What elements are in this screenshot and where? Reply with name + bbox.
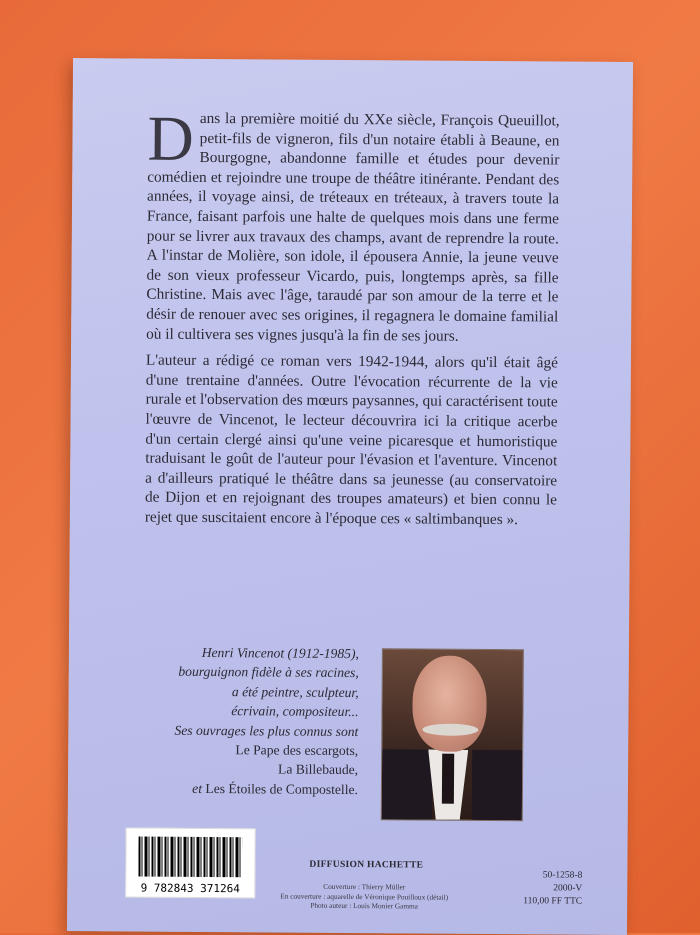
photo-coat-left <box>382 749 432 819</box>
blurb-paragraph-2: L'auteur a rédigé ce roman vers 1942-1944, alors qu'il était âgé d'une trentaine d'années. Outre l'évocation récurrente de la vie rurale et l'observation des mœurs paysannes, qui caractérisent toute l'œuvre de Vincenot, le lecteur découvrira ici la critique acerbe d'un certain clergé ainsi qu'une veine picaresque et humoristique traduisant le goût de l'auteur pour l'évasion et l'aventure. Vincenot a d'ailleurs pratiqué le théâtre dans sa jeunesse (au conservatoire de Dijon et en rejoignant des troupes amateurs) et bien connu le rejet que suscitaient encore à l'époque ces « saltimbanques ». <box>144 351 558 529</box>
barcode-digits: 9 782843 371264 <box>140 881 240 896</box>
photo-tie <box>442 754 454 804</box>
credit-line: Couverture : Thierry Müller <box>323 881 406 892</box>
author-book-title-line <box>140 778 358 799</box>
isbn-barcode <box>125 827 255 898</box>
author-book-title: La Billebaude, <box>278 761 359 778</box>
edition-code: 2000-V <box>553 883 583 894</box>
blurb-paragraph-1 <box>146 102 560 347</box>
product-code: 50-1258-8 <box>542 870 583 881</box>
book-back-cover <box>67 58 633 935</box>
author-bio-line: Ses ouvrages les plus connus sont <box>174 722 359 739</box>
price-block <box>492 869 582 909</box>
author-book-prefix: et <box>192 780 203 796</box>
author-bio-line: a été peintre, sculpteur, <box>231 683 359 700</box>
blurb-text <box>144 102 560 537</box>
author-bio-line: Henri Vincenot (1912-1985), <box>201 644 359 662</box>
author-book-title: Les Étoiles de Compostelle. <box>205 780 359 797</box>
author-photo <box>381 648 524 821</box>
cover-credits <box>279 882 449 912</box>
drop-cap: D <box>147 102 194 174</box>
photo-mustache <box>422 724 478 736</box>
photo-coat-right <box>472 750 522 820</box>
price-label: 110,00 FF TTC <box>523 896 583 907</box>
credit-line: En couverture : aquarelle de Véronique Pouilloux (détail) <box>280 891 449 902</box>
blurb-paragraph-1-text: ans la première moitié du XXe siècle, François Queuillot, petit-fils de vigneron, fils d'un notaire établi à Beaune, en Bourgogne, abandonne famille et études pour devenir comédien et rejoindre une troupe de théâtre itinérante. Pendant des années, il voyage ainsi, de tréteaux en tréteaux, à travers toute la France, faisant parfois une halte de quelques mois dans une ferme pour se livrer aux travaux des champs, avant de reprendre la route. A l'instar de Molière, son idole, il épousera Annie, la jeune veuve de son vieux professeur Vicardo, puis, longtemps après, sa fille Christine. Mais avec l'âge, taraudé par son amour de la terre et le désir de renouer avec ses origines, il regagnera le domaine familial où il cultivera ses vignes jusqu'à la fin de ses jours. <box>146 109 560 345</box>
distributor-label: DIFFUSION HACHETTE <box>309 859 424 871</box>
credit-line: Photo auteur : Louis Monier Gamma <box>310 900 418 911</box>
barcode-bars <box>138 837 242 878</box>
author-bio <box>140 643 359 800</box>
photo-face <box>412 655 487 752</box>
author-bio-line: bourguignon fidèle à ses racines, <box>178 664 359 681</box>
author-book-title: Le Pape des escargots, <box>235 742 359 759</box>
author-bio-line: écrivain, compositeur... <box>231 703 359 720</box>
